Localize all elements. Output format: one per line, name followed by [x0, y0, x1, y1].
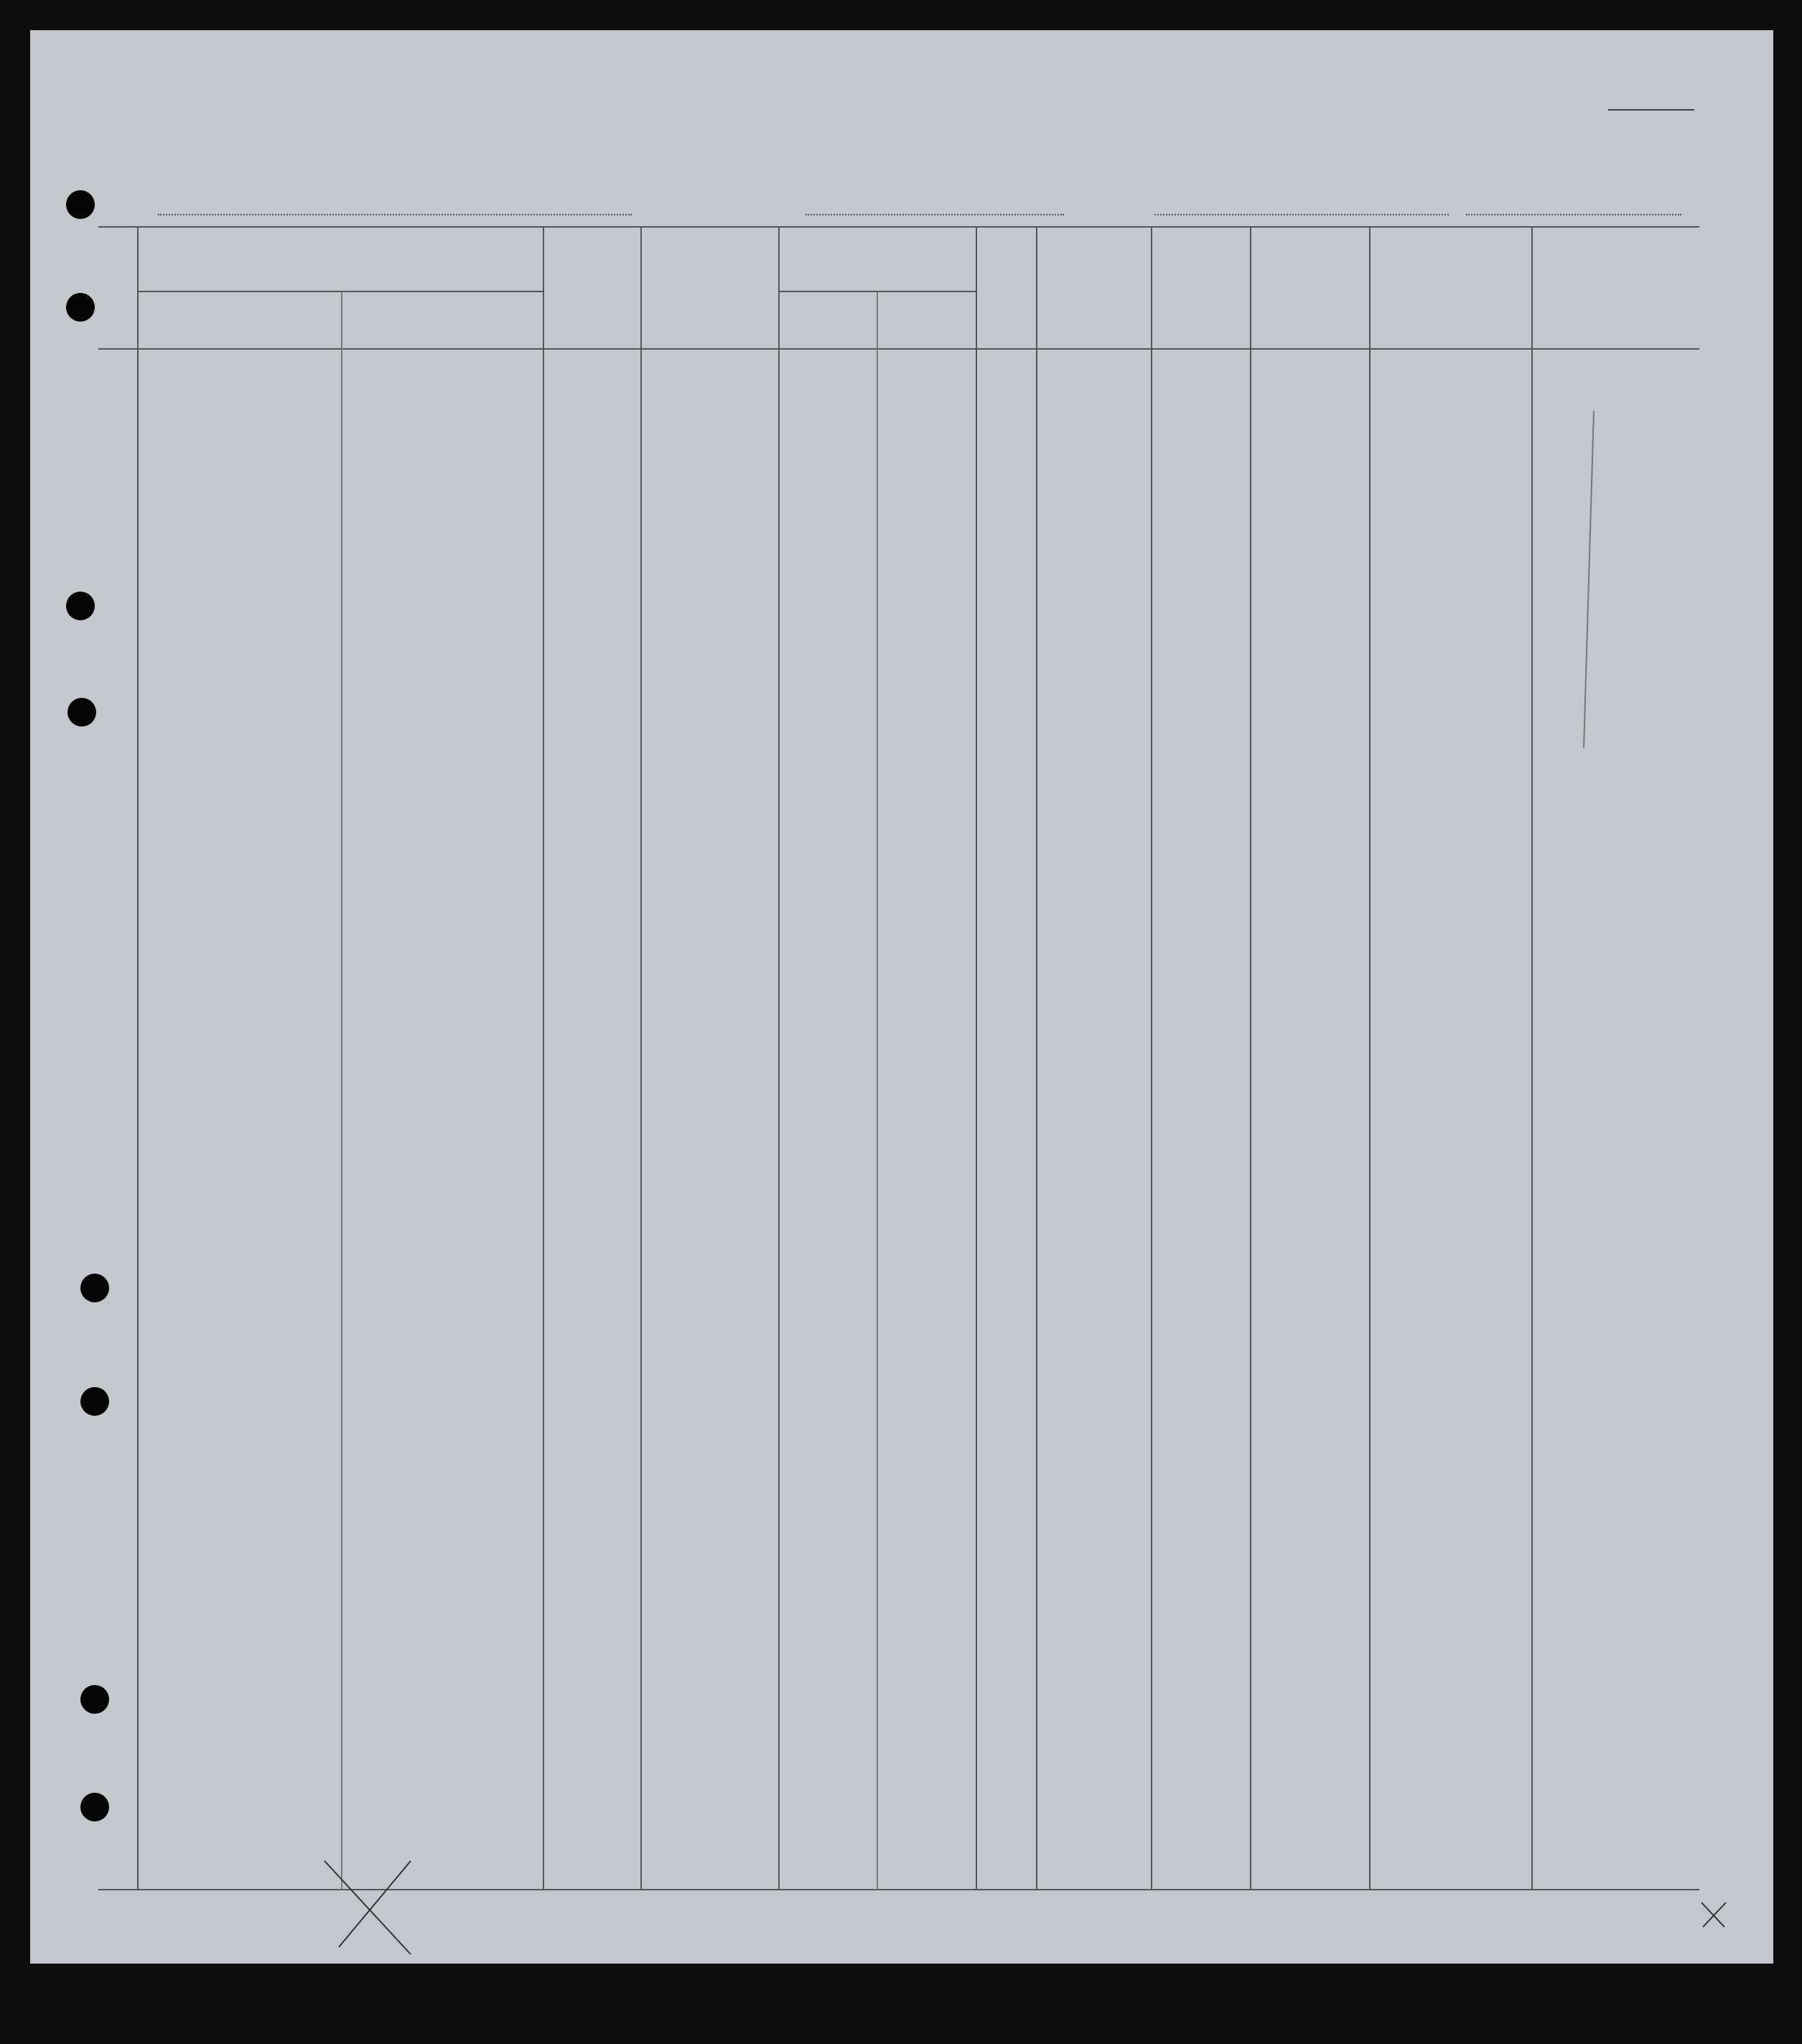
col1-header — [98, 256, 138, 274]
col7-header — [1037, 256, 1152, 263]
table-grid — [30, 30, 1773, 1964]
manifest-sheet — [30, 30, 1773, 1964]
col3-header — [543, 256, 641, 273]
cross-mark-small — [1696, 1897, 1732, 1933]
col6-header — [976, 256, 1037, 263]
annotation-stroke — [1574, 403, 1602, 762]
col4-header — [641, 256, 779, 277]
cross-mark — [317, 1854, 425, 1961]
col5-header — [779, 256, 976, 267]
col2-header — [138, 256, 543, 264]
col11-header — [1532, 256, 1699, 267]
col10-header — [1370, 256, 1532, 260]
